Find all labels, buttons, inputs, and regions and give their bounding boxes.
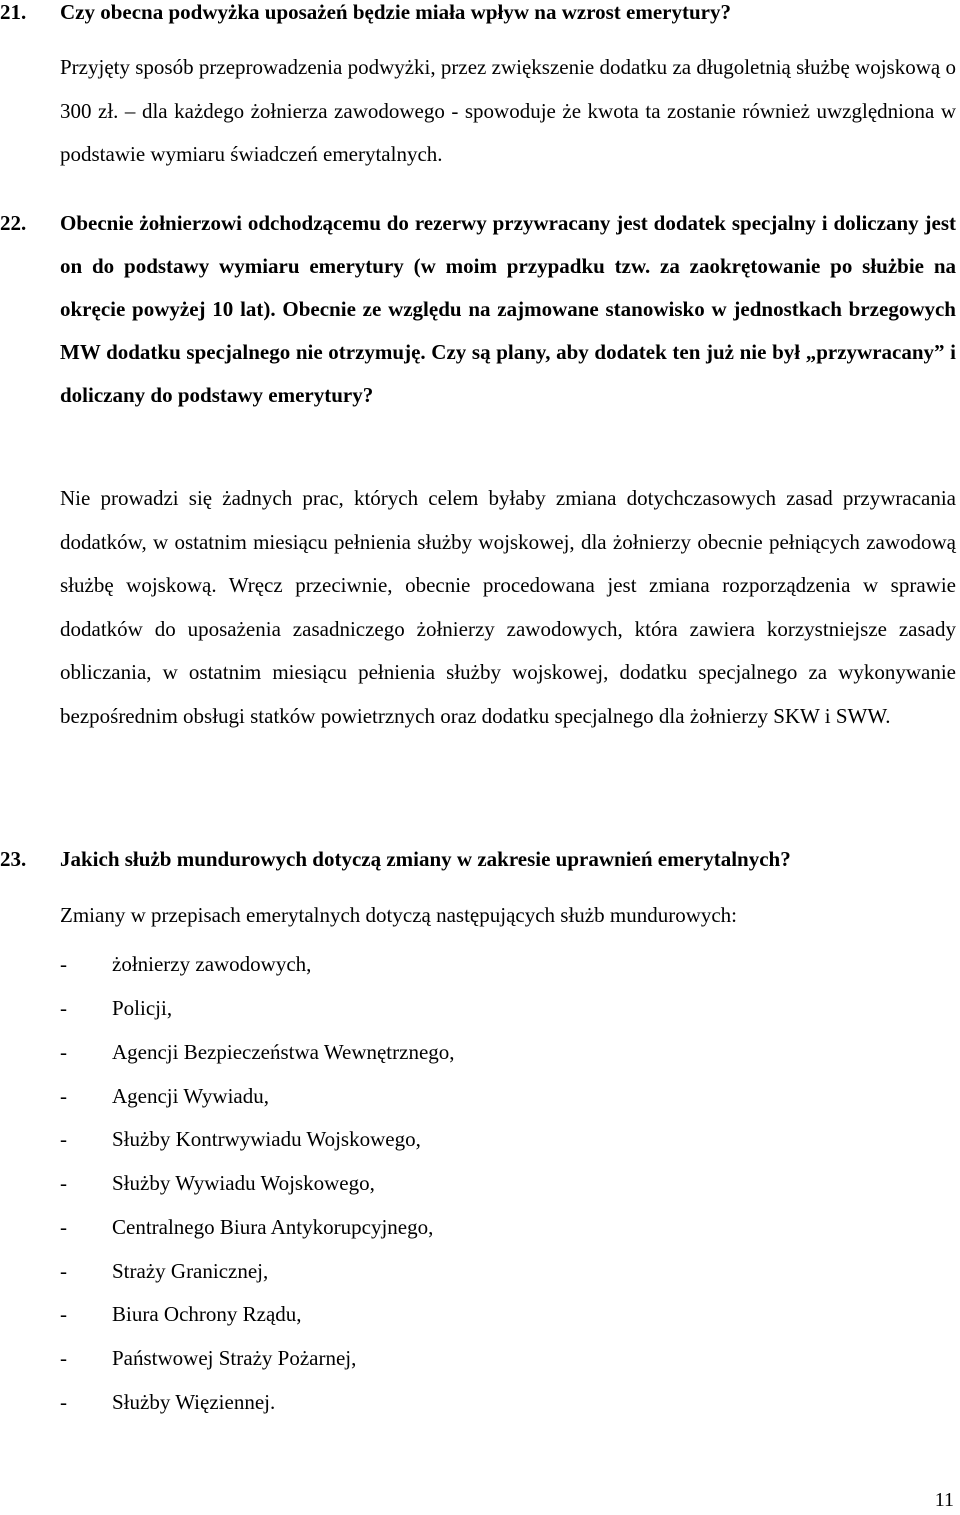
page-number: 11 (934, 1489, 954, 1511)
list-item-text: Agencji Bezpieczeństwa Wewnętrznego, (112, 1040, 455, 1064)
list-item-text: Służby Więziennej. (112, 1390, 276, 1414)
list-bullet: - (60, 1084, 67, 1108)
list-bullet: - (60, 1127, 67, 1151)
list-bullet: - (60, 1215, 67, 1239)
answer-21-block (0, 46, 960, 177)
question-23-block (0, 838, 960, 881)
answer-23-intro: Zmiany w przepisach emerytalnych dotyczą następujących służb mundurowych: (60, 903, 738, 927)
list-bullet: - (60, 952, 67, 976)
list-item (60, 1074, 269, 1118)
list-bullet: - (60, 1346, 67, 1370)
list-bullet: - (60, 996, 67, 1020)
list-item-text: Centralnego Biura Antykorupcyjnego, (112, 1215, 434, 1239)
list-item (60, 1117, 421, 1161)
list-item (60, 1161, 375, 1205)
question-22-text: Obecnie żołnierzowi odchodzącemu do rezerwy przywracany jest dodatek specjalny i doliczany jest on do podstawy wymiaru emerytury (w moim przypadku tzw. za zaokrętowanie po służbie na okręcie powyżej 10 lat). Obecnie ze względu na zajmowane stanowisko w jednostkach brzegowych MW dodatku specjalnego nie otrzymuję. Czy są plany, aby dodatek ten już nie był „przywracany” i doliczany do podstawy emerytury? (60, 211, 956, 407)
list-item-text: Służby Wywiadu Wojskowego, (112, 1171, 375, 1195)
list-item-text: Agencji Wywiadu, (112, 1084, 269, 1108)
question-21 (0, 0, 960, 34)
question-23-number: 23. (0, 847, 27, 871)
answer-22: Nie prowadzi się żadnych prac, których celem byłaby zmiana dotychczasowych zasad przywracania dodatków, w ostatnim miesiącu pełnienia służby wojskowej, dla żołnierzy obecnie pełniących zawodową służbę wojskową. Wręcz przeciwnie, obecnie procedowana jest zmiana rozporządzenia w sprawie dodatków do uposażenia zasadniczego żołnierzy zawodowych, która zawiera korzystniejsze zasady obliczania, w ostatnim miesiącu pełnienia służby wojskowej, dodatku specjalnego za wykonywanie bezpośrednim obsługi statków powietrznych oraz dodatku specjalnego dla żołnierzy SKW i SWW. (60, 486, 956, 728)
list-bullet: - (60, 1259, 67, 1283)
list-item (60, 1336, 356, 1380)
list-bullet: - (60, 1040, 67, 1064)
list-item-text: Służby Kontrwywiadu Wojskowego, (112, 1127, 421, 1151)
list-item (60, 1249, 268, 1293)
list-item (60, 1205, 433, 1249)
list-item (60, 942, 311, 986)
answer-23-intro-block (0, 894, 960, 938)
answer-21: Przyjęty sposób przeprowadzenia podwyżki, przez zwiększenie dodatku za długoletnią służbę wojskową o 300 zł. – dla każdego żołnierza zawodowego - spowoduje że kwota ta zostanie również uwzględniona w podstawie wymiaru świadczeń emerytalnych. (60, 55, 956, 166)
list-item-text: żołnierzy zawodowych, (112, 952, 312, 976)
list-bullet: - (60, 1171, 67, 1195)
list-item (60, 986, 172, 1030)
list-item (60, 1292, 302, 1336)
question-21-block (0, 0, 960, 34)
list-item (60, 1030, 455, 1074)
list-item-text: Biura Ochrony Rządu, (112, 1302, 302, 1326)
list-item-text: Państwowej Straży Pożarnej, (112, 1346, 357, 1370)
list-bullet: - (60, 1390, 67, 1414)
question-23 (0, 838, 960, 881)
list-item-text: Straży Granicznej, (112, 1259, 269, 1283)
list-bullet: - (60, 1302, 67, 1326)
answer-22-block (0, 477, 960, 738)
question-21-number: 21. (0, 0, 27, 24)
question-22-number: 22. (0, 211, 27, 235)
list-item-text: Policji, (112, 996, 173, 1020)
question-22 (0, 202, 960, 417)
question-23-text: Jakich służb mundurowych dotyczą zmiany w zakresie uprawnień emerytalnych? (60, 847, 791, 871)
list-item (60, 1380, 275, 1424)
question-22-block (0, 202, 960, 417)
question-21-text: Czy obecna podwyżka uposażeń będzie miała wpływ na wzrost emerytury? (60, 0, 731, 24)
